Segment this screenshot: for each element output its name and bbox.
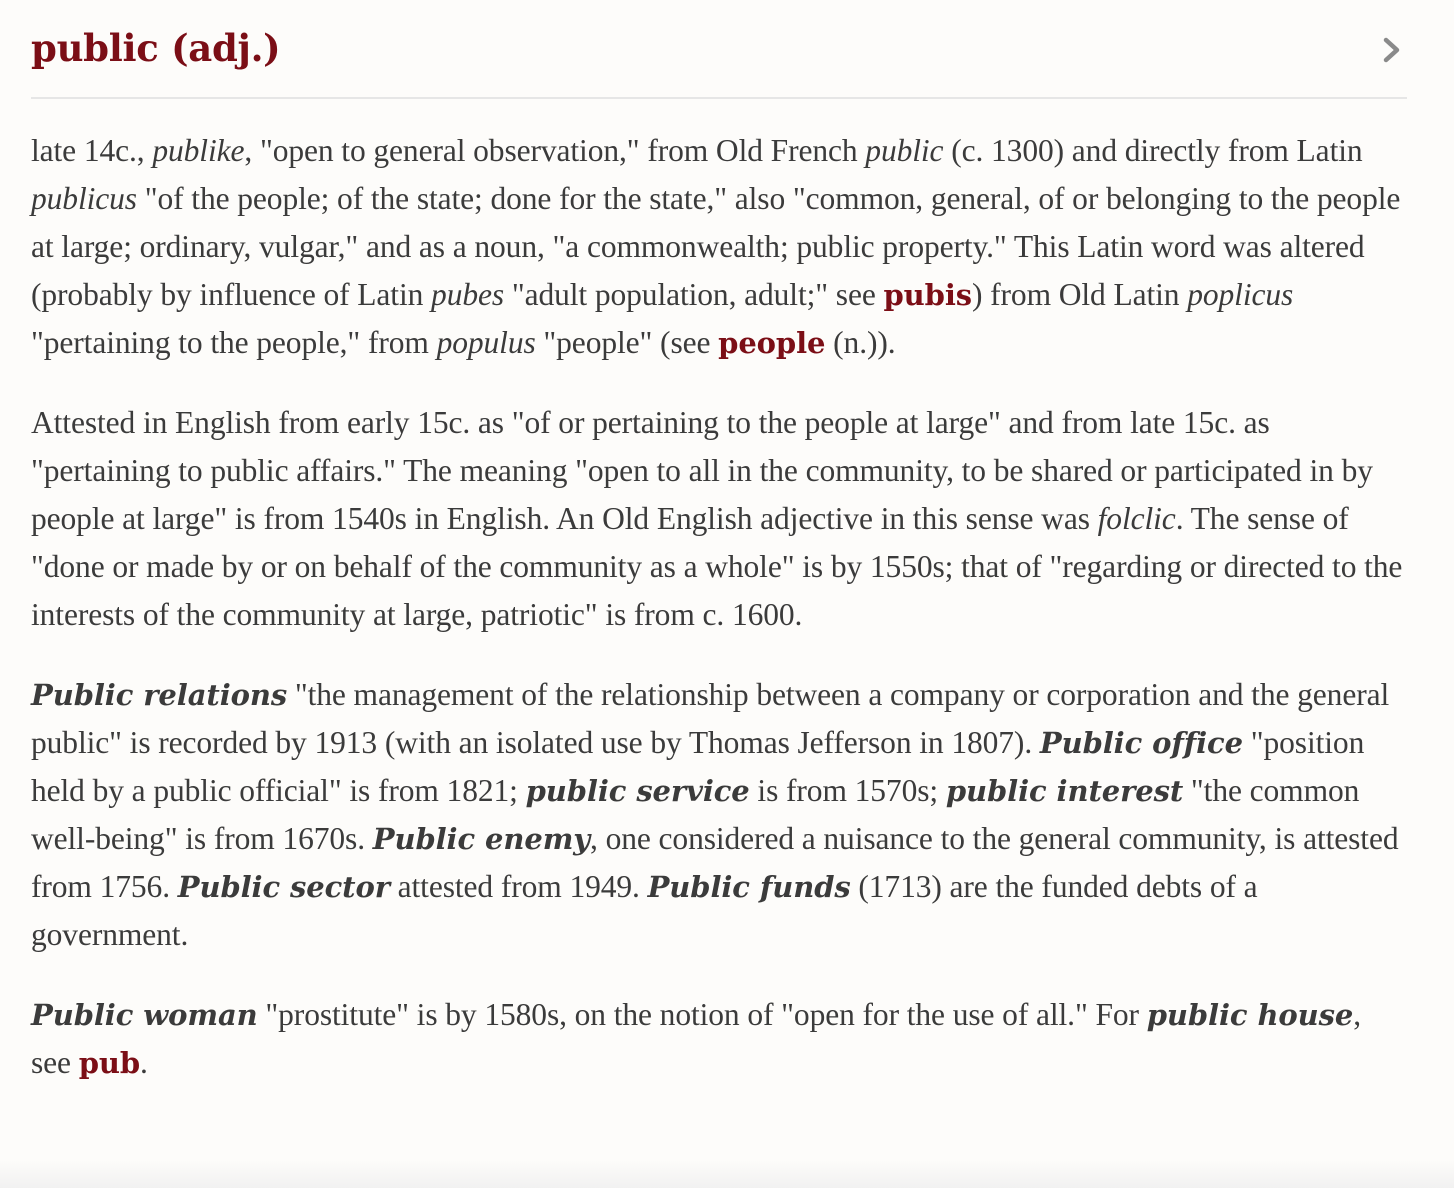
cited-word: pubes bbox=[431, 277, 505, 312]
entry-title: public (adj.) bbox=[31, 26, 281, 70]
chevron-right-icon[interactable] bbox=[1379, 36, 1405, 64]
text: "adult population, adult;" see bbox=[504, 277, 884, 312]
entry-body bbox=[31, 127, 1407, 1087]
cited-word: poplicus bbox=[1187, 277, 1294, 312]
cited-word: public bbox=[865, 133, 944, 168]
term: Public office bbox=[1039, 726, 1243, 760]
term: Public relations bbox=[31, 678, 288, 712]
text: late 14c., bbox=[31, 133, 153, 168]
paragraph-attestation bbox=[31, 399, 1407, 639]
text: Attested in English from early 15c. as "of or pertaining to the people at large" and from late 15c. as "pertaining to public affairs." The meaning "open to all in the community, to be shared or participated in by people at large" is from 1540s in English. An Old English adjective in this sense was bbox=[31, 405, 1373, 536]
text: "prostitute" is by 1580s, on the notion of "open for the use of all." For bbox=[257, 997, 1147, 1032]
term: Public sector bbox=[177, 870, 390, 904]
paragraph-compounds bbox=[31, 671, 1407, 959]
paragraph-public-woman bbox=[31, 991, 1407, 1087]
text: "the common well-being" is from 1670s. bbox=[31, 773, 1360, 856]
paragraph-origin bbox=[31, 127, 1407, 367]
text: "pertaining to the people," from bbox=[31, 325, 437, 360]
text: ) from Old Latin bbox=[971, 277, 1188, 312]
text: , one considered a nuisance to the general community, is attested from 1756. bbox=[31, 821, 1399, 904]
cited-word: publicus bbox=[31, 181, 137, 216]
text: , "open to general observation," from Old French bbox=[244, 133, 866, 168]
term: public service bbox=[525, 774, 750, 808]
term: public interest bbox=[945, 774, 1184, 808]
cited-word: publike bbox=[152, 133, 245, 168]
entry-header bbox=[31, 0, 1407, 99]
bottom-fade bbox=[0, 1160, 1454, 1188]
text: "people" (see bbox=[535, 325, 719, 360]
link-pub[interactable]: pub bbox=[78, 1046, 141, 1080]
text: . The sense of "done or made by or on behalf of the community as a whole" is by 1550s; that of "regarding or directed to the interests of the community at large, patriotic" is from c. 1600. bbox=[31, 501, 1403, 632]
text: . bbox=[140, 1045, 148, 1080]
text: , see bbox=[31, 997, 1362, 1080]
link-people[interactable]: people bbox=[718, 326, 826, 360]
text: attested from 1949. bbox=[389, 869, 648, 904]
term: public house bbox=[1146, 998, 1354, 1032]
text: (n.)). bbox=[825, 325, 896, 360]
text: "of the people; of the state; done for the state," also "common, general, of or belonging to the people at large; ordinary, vulgar," and as a noun, "a commonwealth; public property." This Latin word was altered (probably by influence of Latin bbox=[31, 181, 1401, 312]
cited-word: folclic bbox=[1097, 501, 1176, 536]
text: "position held by a public official" is from 1821; bbox=[31, 725, 1365, 808]
cited-word: populus bbox=[436, 325, 536, 360]
text: (c. 1300) and directly from Latin bbox=[943, 133, 1363, 168]
text: "the management of the relationship between a company or corporation and the general public" is recorded by 1913 (with an isolated use by Thomas Jefferson in 1807). bbox=[31, 677, 1390, 760]
text: is from 1570s; bbox=[749, 773, 946, 808]
term: Public enemy bbox=[372, 822, 591, 856]
term: Public woman bbox=[31, 998, 258, 1032]
text: (1713) are the funded debts of a government. bbox=[31, 869, 1258, 952]
link-pubis[interactable]: pubis bbox=[883, 278, 972, 312]
term: Public funds bbox=[647, 870, 851, 904]
